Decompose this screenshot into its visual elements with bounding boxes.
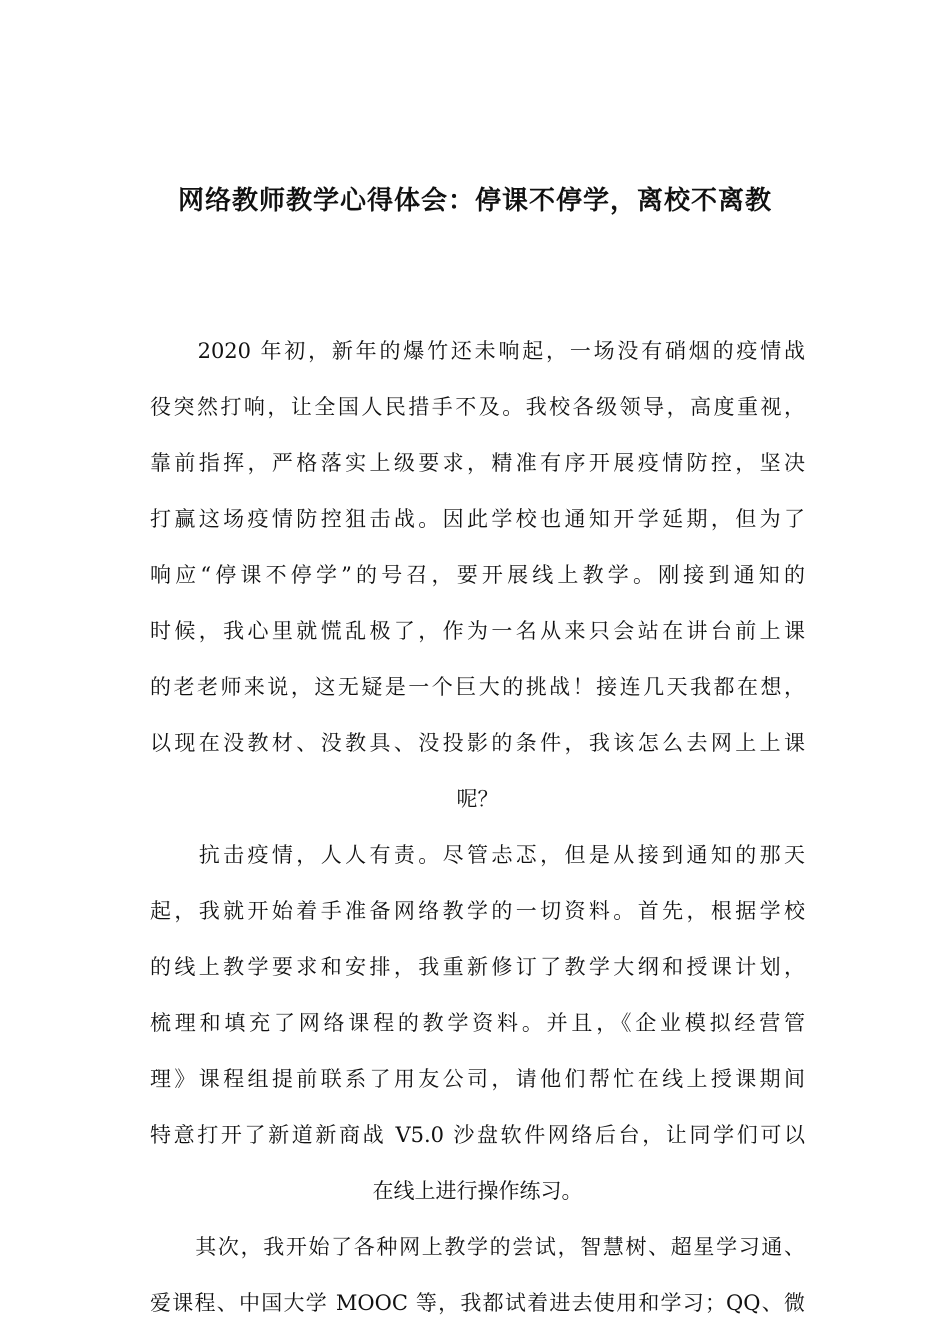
paragraph-line: 响应“停课不停学”的号召，要开展线上教学。刚接到通知的	[150, 563, 805, 587]
paragraph-line: 在线上进行操作练习。	[372, 1179, 583, 1203]
paragraph-line: 的老老师来说，这无疑是一个巨大的挑战！接连几天我都在想，	[150, 675, 805, 699]
paragraph-line: 以现在没教材、没教具、没投影的条件，我该怎么去网上上课	[150, 731, 805, 755]
paragraph-line: 梳理和填充了网络课程的教学资料。并且，《企业模拟经营管	[150, 1011, 805, 1035]
paragraph-line: 的线上教学要求和安排，我重新修订了教学大纲和授课计划，	[150, 955, 805, 979]
paragraph-line: 时候，我心里就慌乱极了，作为一名从来只会站在讲台前上课	[150, 619, 805, 643]
paragraph-line: 抗击疫情，人人有责。尽管忐忑，但是从接到通知的那天	[150, 843, 805, 867]
paragraph-line: 打赢这场疫情防控狙击战。因此学校也通知开学延期，但为了	[150, 507, 805, 531]
document-title: 网络教师教学心得体会：停课不停学，离校不离教	[177, 186, 772, 216]
paragraph-line: 特意打开了新道新商战 V5.0 沙盘软件网络后台，让同学们可以	[150, 1123, 805, 1147]
paragraph-line: 役突然打响，让全国人民措手不及。我校各级领导，高度重视，	[150, 395, 805, 419]
paragraph-line: 理》课程组提前联系了用友公司，请他们帮忙在线上授课期间	[150, 1067, 805, 1091]
paragraph-line: 呢？	[456, 787, 499, 811]
paragraph-line: 起，我就开始着手准备网络教学的一切资料。首先，根据学校	[150, 899, 805, 923]
paragraph-line: 2020 年初，新年的爆竹还未响起，一场没有硝烟的疫情战	[150, 339, 805, 363]
paragraph-line: 其次，我开始了各种网上教学的尝试，智慧树、超星学习通、	[150, 1235, 805, 1259]
paragraph-line: 爱课程、中国大学 MOOC 等，我都试着进去使用和学习；QQ、微	[150, 1291, 805, 1315]
paragraph-line: 靠前指挥，严格落实上级要求，精准有序开展疫情防控，坚决	[150, 451, 805, 475]
